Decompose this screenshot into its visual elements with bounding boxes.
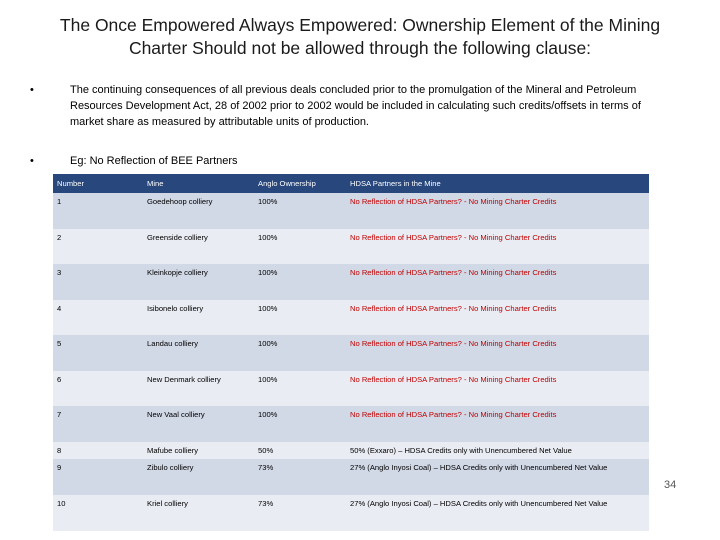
slide-title: The Once Empowered Always Empowered: Ownership Element of the Mining Charter Should not be allowed through the following clause: [59,15,661,58]
table-row [53,442,649,459]
column-header-ownership: Anglo Ownership [254,174,346,193]
cell-mine: Landau colliery [143,335,254,371]
cell-number: 5 [53,335,143,371]
cell-hdsa: No Reflection of HDSA Partners? - No Mining Charter Credits [346,335,649,371]
table-row [53,371,649,406]
bullet-text: Eg: No Reflection of BEE Partners [70,155,238,167]
cell-ownership: 100% [254,193,346,229]
cell-hdsa: No Reflection of HDSA Partners? - No Mining Charter Credits [346,406,649,442]
cell-ownership: 100% [254,371,346,406]
bullet-marker: • [30,84,34,96]
column-header-mine: Mine [143,174,254,193]
cell-mine: New Vaal colliery [143,406,254,442]
cell-ownership: 73% [254,495,346,531]
cell-mine: Goedehoop colliery [143,193,254,229]
mines-table [53,174,649,531]
cell-ownership: 100% [254,264,346,300]
cell-number: 9 [53,459,143,495]
cell-mine: Zibulo colliery [143,459,254,495]
cell-mine: Kleinkopje colliery [143,264,254,300]
cell-hdsa: 27% (Anglo Inyosi Coal) – HDSA Credits only with Unencumbered Net Value [346,495,649,531]
table-header-row [53,174,649,193]
cell-number: 6 [53,371,143,406]
cell-mine: Isibonelo colliery [143,300,254,335]
cell-mine: Greenside colliery [143,229,254,264]
table-row [53,406,649,442]
cell-ownership: 100% [254,300,346,335]
cell-hdsa: 50% (Exxaro) – HDSA Credits only with Unencumbered Net Value [346,442,649,459]
cell-number: 2 [53,229,143,264]
cell-ownership: 73% [254,459,346,495]
cell-number: 1 [53,193,143,229]
cell-mine: Mafube colliery [143,442,254,459]
table-row [53,459,649,495]
column-header-hdsa: HDSA Partners in the Mine [346,174,649,193]
cell-ownership: 100% [254,406,346,442]
cell-number: 7 [53,406,143,442]
cell-mine: Kriel colliery [143,495,254,531]
bullet-marker: • [30,155,34,167]
cell-ownership: 50% [254,442,346,459]
table-row [53,335,649,371]
cell-hdsa: 27% (Anglo Inyosi Coal) – HDSA Credits only with Unencumbered Net Value [346,459,649,495]
table-row [53,264,649,300]
cell-number: 10 [53,495,143,531]
table-body [53,193,649,531]
cell-hdsa: No Reflection of HDSA Partners? - No Mining Charter Credits [346,229,649,264]
cell-hdsa: No Reflection of HDSA Partners? - No Mining Charter Credits [346,300,649,335]
table-row [53,193,649,229]
page-number: 34 [664,479,677,491]
cell-number: 8 [53,442,143,459]
cell-ownership: 100% [254,229,346,264]
table-row [53,495,649,531]
bullet-text: The continuing consequences of all previous deals concluded prior to the promulgation of the Mineral and Petroleum Resources Development Act, 28 of 2002 prior to 2002 would be included in calculating such credits/offsets in terms of market share as measured by attributable units of production. [70,84,641,128]
cell-number: 3 [53,264,143,300]
cell-hdsa: No Reflection of HDSA Partners? - No Mining Charter Credits [346,264,649,300]
table-row [53,300,649,335]
cell-number: 4 [53,300,143,335]
cell-hdsa: No Reflection of HDSA Partners? - No Mining Charter Credits [346,193,649,229]
cell-mine: New Denmark colliery [143,371,254,406]
cell-ownership: 100% [254,335,346,371]
cell-hdsa: No Reflection of HDSA Partners? - No Mining Charter Credits [346,371,649,406]
column-header-number: Number [53,174,143,193]
table-row [53,229,649,264]
